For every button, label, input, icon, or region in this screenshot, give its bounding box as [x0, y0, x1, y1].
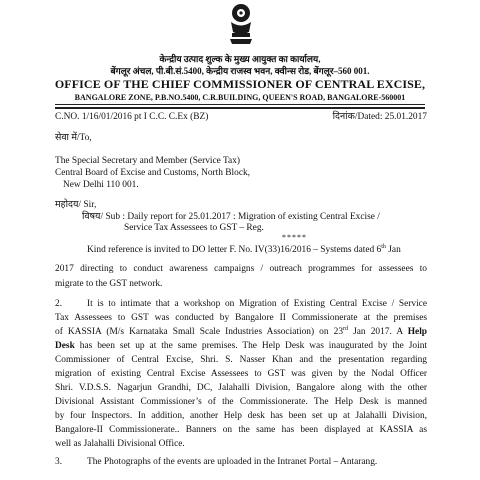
office-address-hindi: बेंगलूर अंचल, पी.बी.सं.5400, केन्द्रीय राजस्व भवन, क्वीन्स रोड, बेंगलूर–560 001. — [110, 66, 370, 76]
addressee-line: Central Board of Excise and Customs, North Block, — [55, 168, 251, 178]
paragraph-line: Kind reference is invited to DO letter F. No. IV(33)16/2016 – Systems dated 6th Jan — [87, 243, 401, 255]
paragraph-line: migrate to the GST network. — [55, 279, 163, 289]
subject-line: विषय/ Sub : Daily report for 25.01.2017 : Migration of existing Central Excise / — [82, 212, 380, 222]
addressee-to: सेवा में/To, — [55, 133, 92, 143]
paragraph-line: by four Inspectors. In addition, another Help desk has been set up at Jalahalli Division, — [55, 411, 427, 421]
separator-stars: ***** — [282, 233, 307, 242]
paragraph-line: well as Jalahalli Divisional Office. — [55, 439, 185, 449]
office-name-hindi: केन्द्रीय उत्पाद शुल्क के मुख्य आयुक्त का कार्यालय, — [159, 54, 321, 64]
paragraph-line: Shri. V.D.S.S. Nagarjun Grandhi, DC, Jalahalli Division, Bangalore along with the other — [55, 383, 427, 393]
national-emblem-icon — [224, 2, 258, 48]
paragraph-number: 2. — [55, 299, 63, 309]
paragraph-line: It is to intimate that a workshop on Migration of Existing Central Excise / Service — [87, 299, 427, 309]
paragraph-line: of KASSIA (M/s Karnataka Small Scale Industries Association) on 23rd Jan 2017. A Help — [55, 325, 428, 337]
letter-date: दिनांक/Dated: 25.01.2017 — [332, 112, 427, 122]
subject-line: Service Tax Assessees to GST – Reg. — [124, 223, 264, 233]
paragraph-line: migration of existing Central Excise Assessees to GST was given by the Nodal Officer — [55, 369, 427, 379]
paragraph-line: Tax Assessees to GST was conducted by Bangalore II Commissionerate at the premises — [55, 313, 427, 323]
office-title: OFFICE OF THE CHIEF COMMISSIONER OF CENTRAL EXCISE, — [54, 77, 426, 91]
addressee-line: New Delhi 110 001. — [63, 180, 139, 190]
paragraph-number: 3. — [55, 457, 63, 467]
reference-number: C.NO. 1/16/01/2016 pt I C.C. C.Ex (BZ) — [55, 112, 209, 122]
salutation: महोदय/ Sir, — [55, 200, 97, 210]
addressee-line: The Special Secretary and Member (Service Tax) — [55, 156, 241, 166]
paragraph-line: The Photographs of the events are uploaded in the Intranet Portal – Antarang. — [87, 457, 378, 467]
paragraph-line: Desk has been set up at the same premises. The Help Desk was inaugurated by the Joint — [55, 341, 427, 351]
office-address: BANGALORE ZONE, P.B.NO.5400, C.R.BUILDING, QUEEN'S ROAD, BANGALORE-560001 — [74, 93, 406, 102]
paragraph-line: Divisional Assistant Commissioner’s of the Commissionerate. The Help Desk is manned — [55, 397, 427, 407]
paragraph-line: 2017 directing to conduct awareness campaigns / outreach programmes for assessees to — [55, 264, 427, 274]
header-divider — [55, 104, 425, 105]
paragraph-line: Bangalore-II Commissionerate.. Banners on the same has been displayed at KASSIA as — [55, 425, 427, 435]
header-divider-thick — [55, 107, 425, 109]
paragraph-line: Commissioner of Central Excise, Shri. S. Nasser Khan and the presentation regarding — [55, 355, 427, 365]
